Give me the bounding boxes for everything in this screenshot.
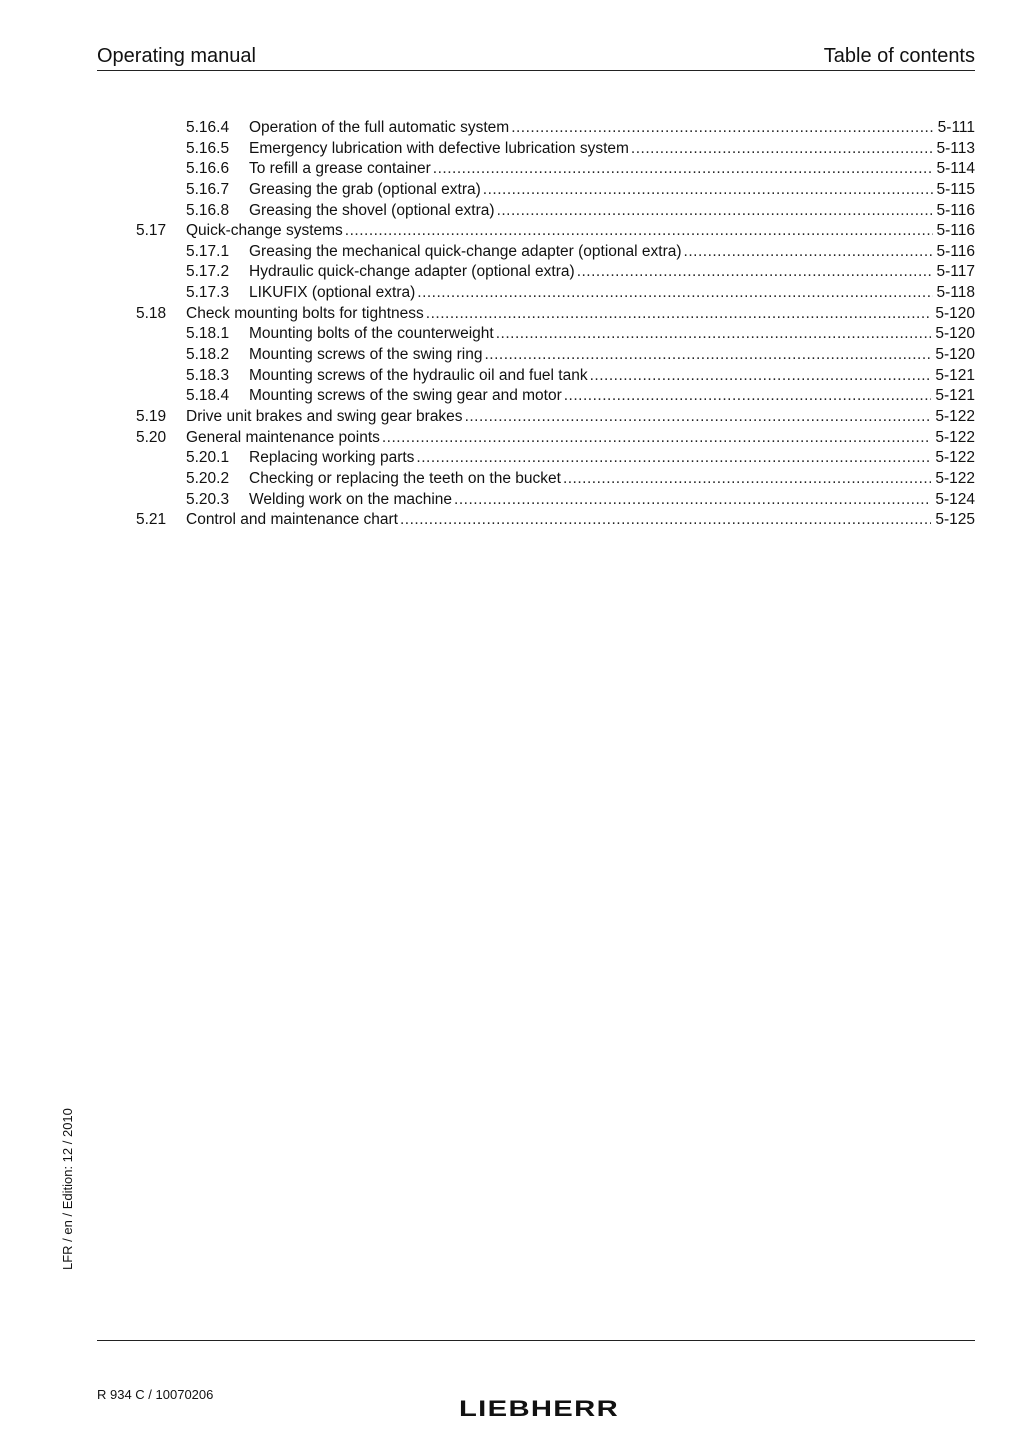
toc-entry[interactable] <box>97 262 975 283</box>
manual-title: Operating manual <box>97 45 256 67</box>
toc-entry-title: Check mounting bolts for tightness <box>186 304 424 322</box>
toc-entry-number: 5.20.1 <box>186 449 230 467</box>
toc-entry-line <box>249 242 975 262</box>
toc-entry[interactable] <box>97 386 975 407</box>
toc-entry[interactable] <box>97 118 975 139</box>
toc-entry[interactable] <box>97 159 975 180</box>
toc-entry-number: 5.18 <box>136 304 167 322</box>
toc-entry[interactable] <box>97 242 975 263</box>
toc-entry-page: 5-121 <box>935 366 975 384</box>
toc-entry-number: 5.18.3 <box>186 366 230 384</box>
toc-dot-leader <box>400 510 931 530</box>
toc-entry[interactable] <box>97 448 975 469</box>
toc-entry-title: Checking or replacing the teeth on the bucket <box>249 469 561 487</box>
toc-entry[interactable] <box>97 490 975 511</box>
toc-entry-page: 5-120 <box>935 325 975 343</box>
toc-dot-leader <box>465 407 932 427</box>
toc-entry-page: 5-115 <box>936 180 975 198</box>
toc-entry-line <box>249 345 975 365</box>
toc-entry-title: General maintenance points <box>186 428 380 446</box>
toc-entry-title: Drive unit brakes and swing gear brakes <box>186 407 463 425</box>
toc-entry-title: Mounting screws of the hydraulic oil and fuel tank <box>249 366 588 384</box>
toc-entry-page: 5-122 <box>935 428 975 446</box>
toc-entry-line <box>249 118 975 138</box>
toc-entry-number: 5.18.4 <box>186 387 230 405</box>
toc-entry-number: 5.19 <box>136 407 167 425</box>
toc-entry-number: 5.16.6 <box>186 160 230 178</box>
toc-entry[interactable] <box>97 366 975 387</box>
toc-entry-line <box>249 283 975 303</box>
toc-entry-title: Greasing the shovel (optional extra) <box>249 201 495 219</box>
toc-entry-line <box>249 490 975 510</box>
toc-dot-leader <box>454 490 931 510</box>
footer-divider <box>97 1340 975 1341</box>
toc-entry[interactable] <box>97 283 975 304</box>
toc-dot-leader <box>496 324 932 344</box>
toc-entry-line <box>249 180 975 200</box>
toc-entry-page: 5-122 <box>935 449 975 467</box>
toc-dot-leader <box>483 180 933 200</box>
toc-entry-page: 5-120 <box>935 346 975 364</box>
toc-entry[interactable] <box>97 510 975 531</box>
toc-entry[interactable] <box>97 180 975 201</box>
toc-entry-number: 5.18.1 <box>186 325 230 343</box>
toc-entry-line <box>249 469 975 489</box>
toc-dot-leader <box>563 469 931 489</box>
toc-dot-leader <box>684 242 933 262</box>
toc-dot-leader <box>564 386 932 406</box>
toc-entry-title: Greasing the grab (optional extra) <box>249 180 481 198</box>
toc-entry-page: 5-122 <box>935 469 975 487</box>
toc-entry-title: Control and maintenance chart <box>186 511 398 529</box>
toc-entry-number: 5.16.5 <box>186 139 230 157</box>
toc-entry-page: 5-116 <box>936 222 975 240</box>
toc-entry[interactable] <box>97 304 975 325</box>
toc-entry-line <box>249 139 975 159</box>
toc-dot-leader <box>345 221 933 241</box>
toc-entry[interactable] <box>97 407 975 428</box>
toc-dot-leader <box>497 201 933 221</box>
toc-entry-title: Mounting screws of the swing ring <box>249 346 483 364</box>
toc-entry-title: Welding work on the machine <box>249 490 453 508</box>
toc-dot-leader <box>417 283 932 303</box>
toc-entry-number: 5.17.3 <box>186 284 230 302</box>
toc-entry-number: 5.17.1 <box>186 242 230 260</box>
toc-entry-page: 5-116 <box>936 201 975 219</box>
toc-entry-page: 5-111 <box>937 119 975 136</box>
table-of-contents <box>97 118 975 531</box>
toc-entry-page: 5-120 <box>935 304 975 322</box>
toc-dot-leader <box>511 118 933 138</box>
toc-entry-title: Quick-change systems <box>186 222 343 240</box>
document-id: R 934 C / 10070206 <box>97 1387 214 1402</box>
toc-entry-line <box>186 221 975 241</box>
toc-dot-leader <box>426 304 932 324</box>
toc-entry-line <box>249 324 975 344</box>
toc-entry[interactable] <box>97 428 975 449</box>
toc-entry-page: 5-113 <box>936 139 975 157</box>
toc-entry-line <box>186 510 975 530</box>
toc-entry-title: LIKUFIX (optional extra) <box>249 284 416 302</box>
toc-dot-leader <box>416 448 931 468</box>
toc-entry-line <box>249 159 975 179</box>
toc-entry-line <box>249 448 975 468</box>
toc-dot-leader <box>590 366 932 386</box>
toc-entry-page: 5-116 <box>936 242 975 260</box>
toc-entry-title: Replacing working parts <box>249 449 415 467</box>
toc-entry-title: Emergency lubrication with defective lubrication system <box>249 139 629 157</box>
toc-entry-page: 5-125 <box>935 511 975 529</box>
toc-entry-line <box>249 386 975 406</box>
logo-text: LIEBHERR <box>459 1397 619 1419</box>
toc-entry-number: 5.20 <box>136 428 167 446</box>
toc-entry-line <box>249 262 975 282</box>
section-title: Table of contents <box>823 45 975 67</box>
toc-entry-line <box>249 366 975 386</box>
toc-entry-line <box>186 407 975 427</box>
toc-entry-page: 5-121 <box>935 387 975 405</box>
page-header <box>97 42 975 71</box>
toc-entry-number: 5.18.2 <box>186 346 230 364</box>
toc-entry-page: 5-122 <box>935 407 975 425</box>
toc-entry-title: Mounting bolts of the counterweight <box>249 325 494 343</box>
liebherr-logo <box>458 1397 620 1419</box>
toc-entry-page: 5-114 <box>936 160 975 178</box>
toc-entry[interactable] <box>97 201 975 222</box>
edition-note: LFR / en / Edition: 12 / 2010 <box>60 1108 75 1270</box>
toc-entry-number: 5.20.3 <box>186 490 230 508</box>
toc-entry[interactable] <box>97 345 975 366</box>
toc-dot-leader <box>577 262 933 282</box>
toc-entry-title: To refill a grease container <box>249 160 431 178</box>
toc-dot-leader <box>433 159 933 179</box>
toc-entry[interactable] <box>97 221 975 242</box>
toc-entry-page: 5-117 <box>936 263 975 281</box>
toc-entry[interactable] <box>97 469 975 490</box>
toc-entry-number: 5.16.4 <box>186 119 230 136</box>
toc-dot-leader <box>382 428 931 448</box>
toc-entry-page: 5-118 <box>936 284 975 302</box>
toc-entry-title: Mounting screws of the swing gear and motor <box>249 387 562 405</box>
toc-entry-page: 5-124 <box>935 490 975 508</box>
toc-entry[interactable] <box>97 139 975 160</box>
toc-entry-title: Hydraulic quick-change adapter (optional extra) <box>249 263 575 281</box>
toc-entry-number: 5.17 <box>136 222 167 240</box>
toc-entry-number: 5.20.2 <box>186 469 230 487</box>
toc-entry-line <box>249 201 975 221</box>
toc-entry-number: 5.16.8 <box>186 201 230 219</box>
toc-entry-number: 5.21 <box>136 511 167 529</box>
toc-entry-line <box>186 304 975 324</box>
toc-entry-line <box>186 428 975 448</box>
toc-dot-leader <box>484 345 931 365</box>
toc-entry-number: 5.17.2 <box>186 263 230 281</box>
toc-entry-title: Operation of the full automatic system <box>249 119 510 136</box>
toc-entry[interactable] <box>97 324 975 345</box>
toc-dot-leader <box>631 139 933 159</box>
toc-entry-number: 5.16.7 <box>186 180 230 198</box>
toc-entry-title: Greasing the mechanical quick-change adapter (optional extra) <box>249 242 682 260</box>
